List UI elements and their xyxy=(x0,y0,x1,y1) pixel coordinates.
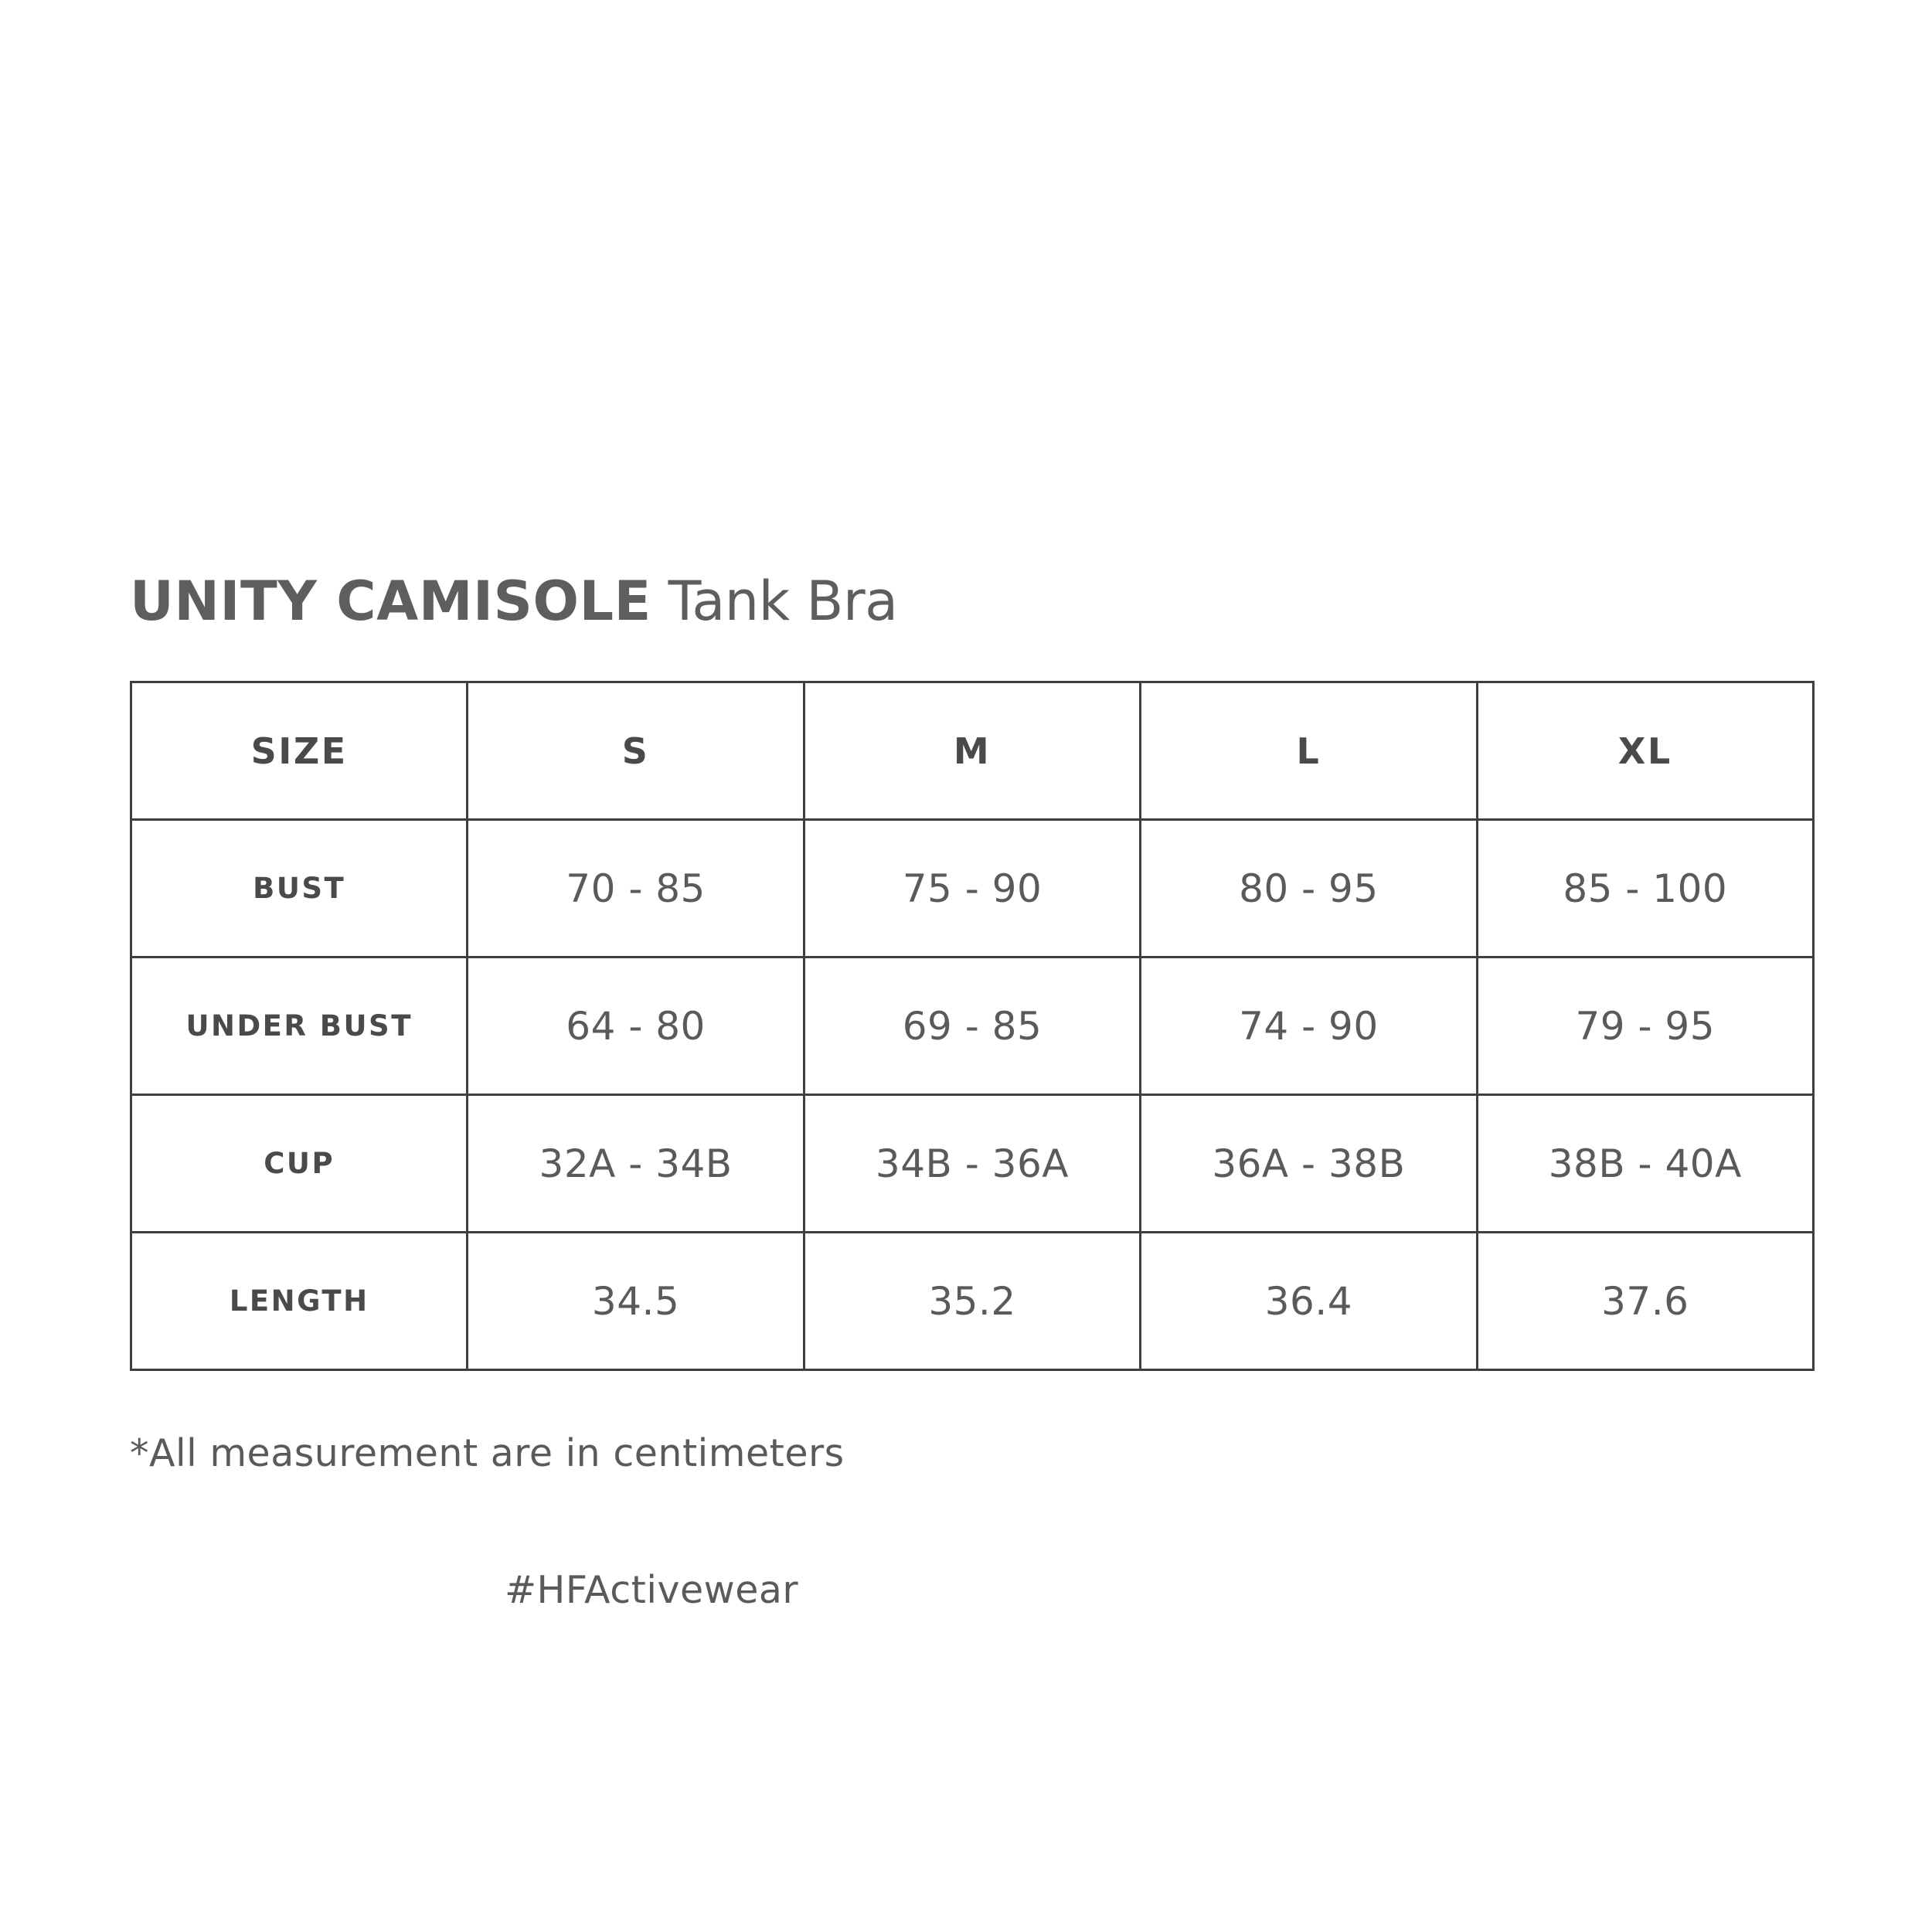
cell-cup-l: 36A - 38B xyxy=(1141,1095,1477,1233)
column-header-l: L xyxy=(1141,682,1477,820)
cell-cup-s: 32A - 34B xyxy=(468,1095,804,1233)
row-label-bust: BUST xyxy=(131,820,468,957)
cell-bust-l: 80 - 95 xyxy=(1141,820,1477,957)
cell-length-m: 35.2 xyxy=(804,1233,1140,1370)
cell-bust-m: 75 - 90 xyxy=(804,820,1140,957)
title-space xyxy=(651,570,668,633)
cell-length-xl: 37.6 xyxy=(1477,1233,1813,1370)
page-title xyxy=(130,572,1815,631)
cell-cup-m: 34B - 36A xyxy=(804,1095,1140,1233)
column-header-xl: XL xyxy=(1477,682,1813,820)
cell-bust-s: 70 - 85 xyxy=(468,820,804,957)
column-header-size: SIZE xyxy=(131,682,468,820)
table-row xyxy=(131,820,1814,957)
row-label-cup: CUP xyxy=(131,1095,468,1233)
cell-under-bust-xl: 79 - 95 xyxy=(1477,957,1813,1095)
brand-hashtag: #HFActivewear xyxy=(504,1568,799,1612)
row-label-under-bust: UNDER BUST xyxy=(131,957,468,1095)
content-container xyxy=(130,572,1815,1612)
cell-length-s: 34.5 xyxy=(468,1233,804,1370)
row-label-length: LENGTH xyxy=(131,1233,468,1370)
measurement-footnote: *All measurement are in centimeters xyxy=(130,1431,845,1475)
cell-under-bust-l: 74 - 90 xyxy=(1141,957,1477,1095)
cell-under-bust-s: 64 - 80 xyxy=(468,957,804,1095)
table-row xyxy=(131,957,1814,1095)
cell-under-bust-m: 69 - 85 xyxy=(804,957,1140,1095)
column-header-s: S xyxy=(468,682,804,820)
cell-cup-xl: 38B - 40A xyxy=(1477,1095,1813,1233)
table-row xyxy=(131,1233,1814,1370)
page-title-style: Tank Bra xyxy=(668,570,898,633)
table-row xyxy=(131,1095,1814,1233)
page-title-product: UNITY CAMISOLE xyxy=(130,570,651,633)
size-chart-table xyxy=(130,681,1815,1371)
table-header-row xyxy=(131,682,1814,820)
cell-bust-xl: 85 - 100 xyxy=(1477,820,1813,957)
column-header-m: M xyxy=(804,682,1140,820)
cell-length-l: 36.4 xyxy=(1141,1233,1477,1370)
